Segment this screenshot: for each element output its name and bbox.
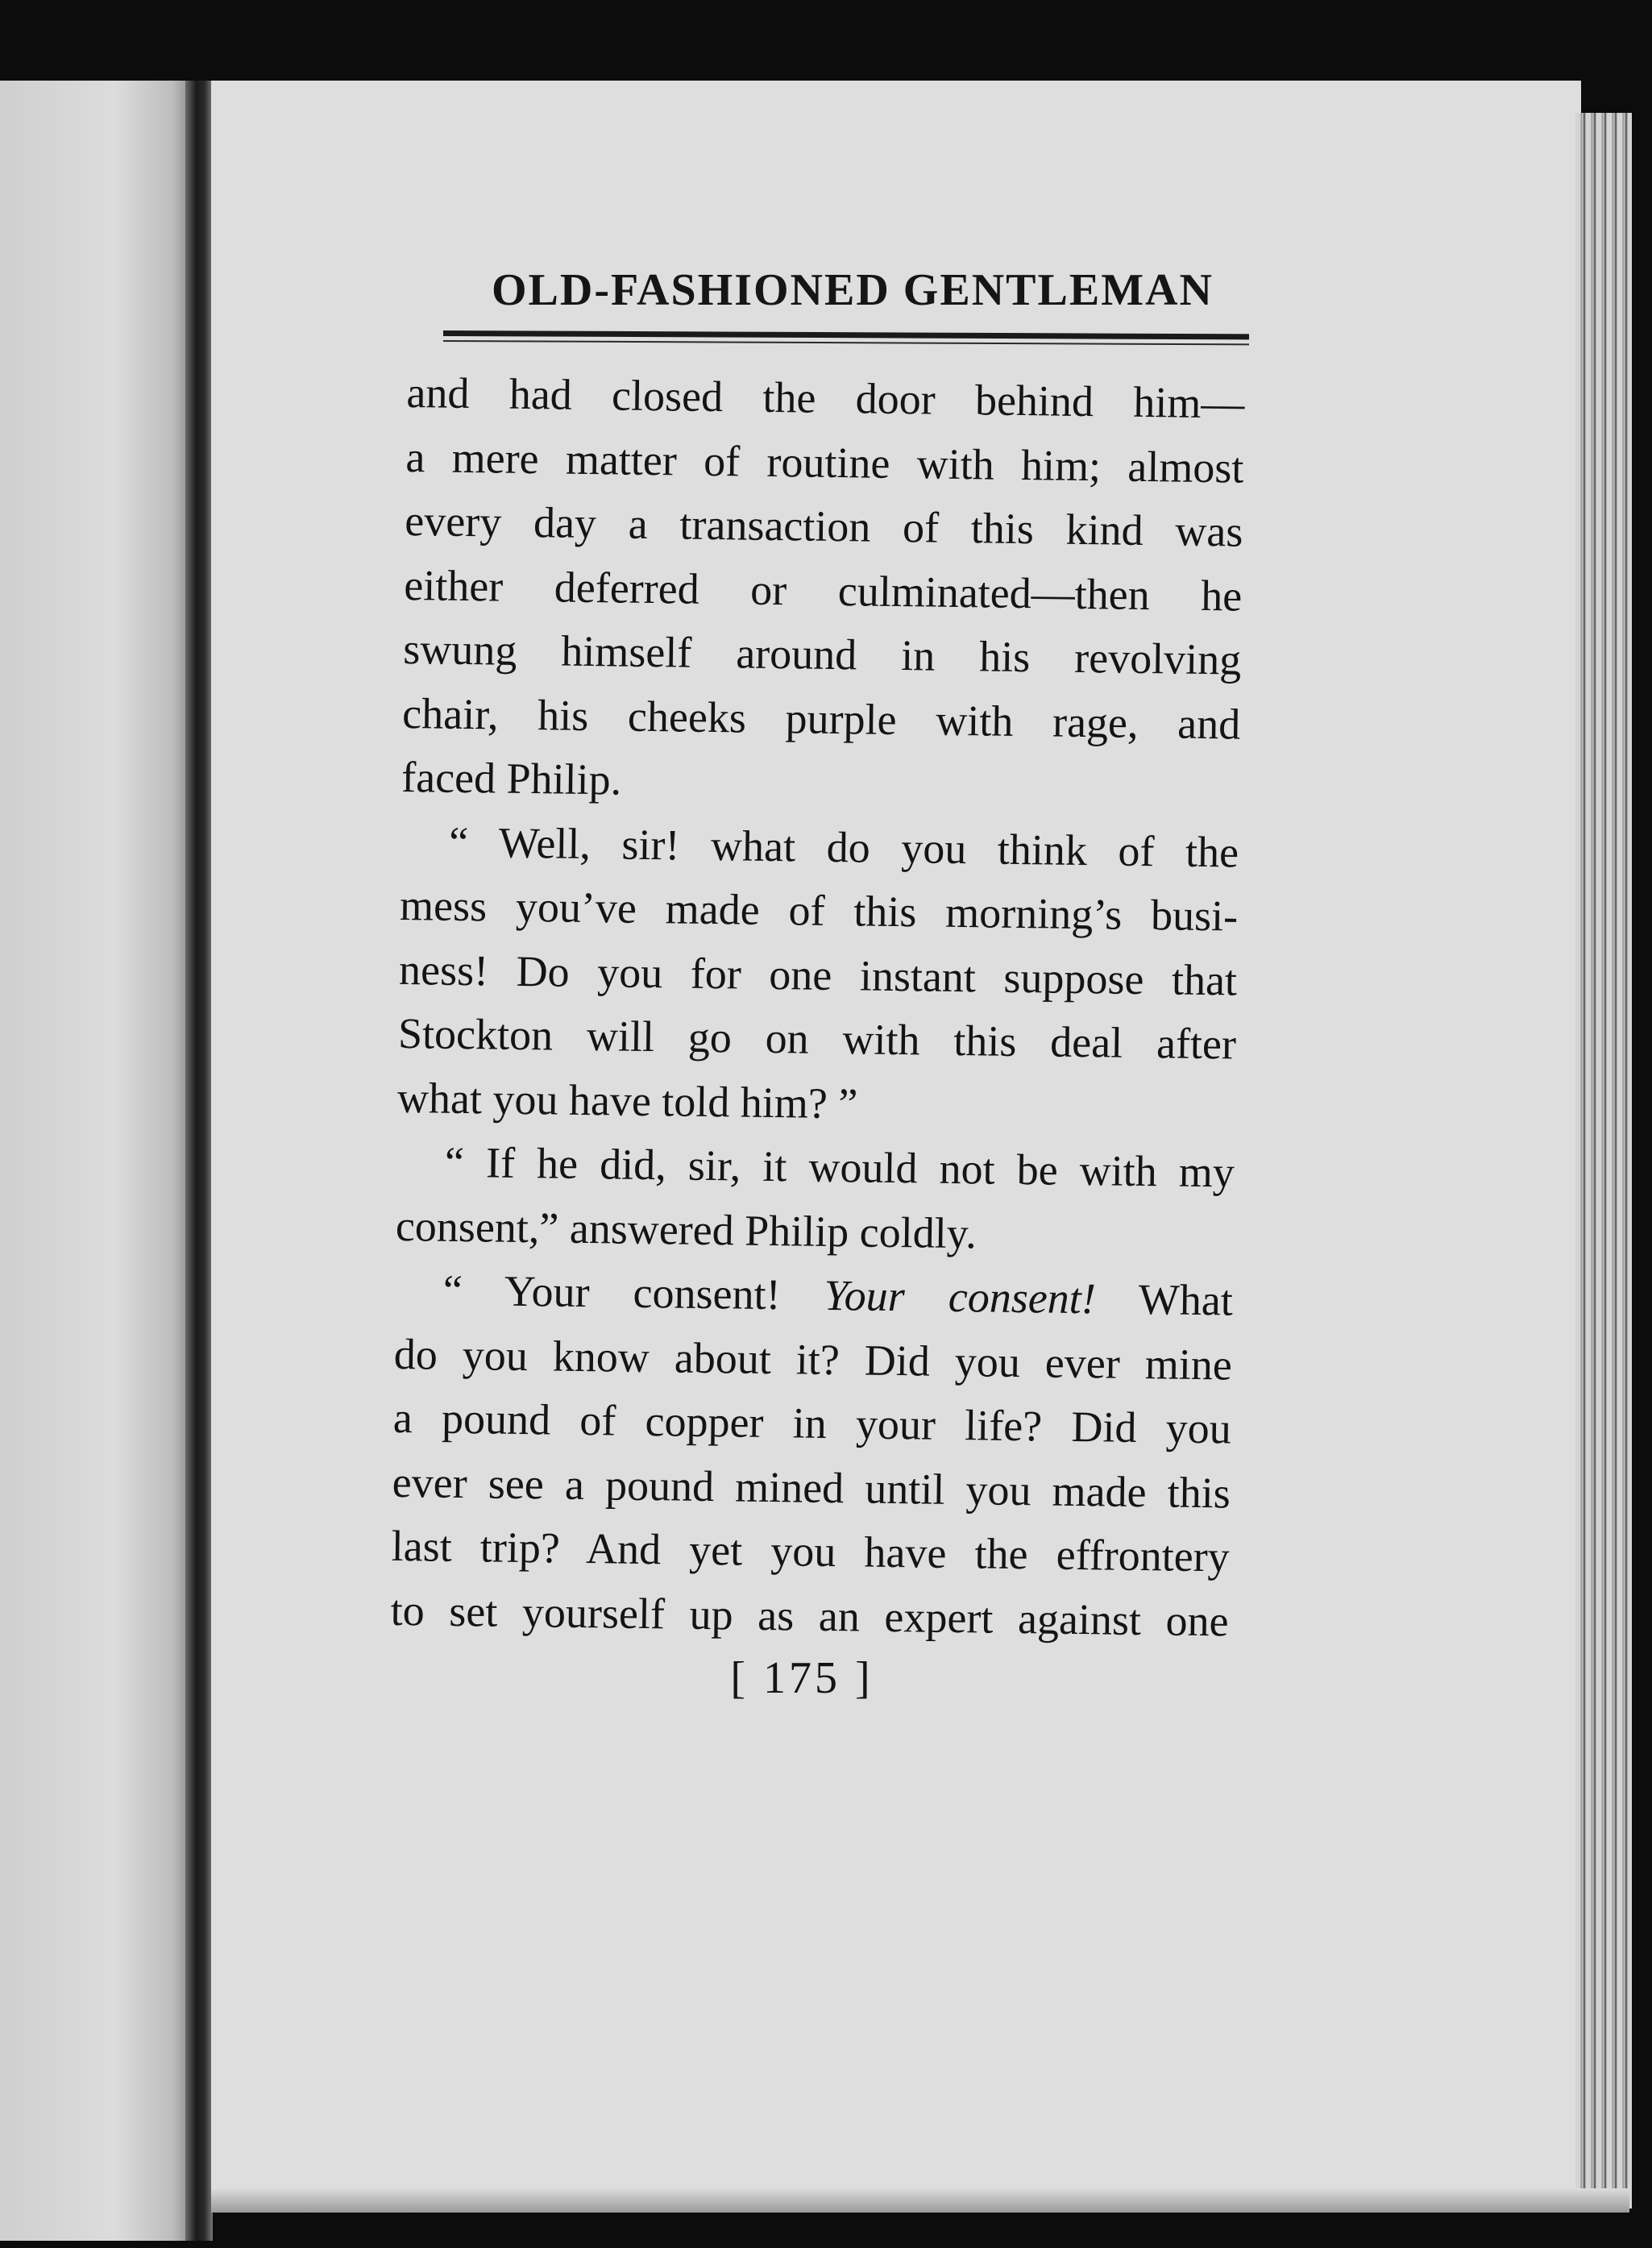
text-line-start: “ Your consent! xyxy=(442,1265,825,1319)
text-line: either deferred or culminated—then he xyxy=(403,560,1243,621)
text-line: to set yourself up as an expert against one xyxy=(390,1585,1230,1645)
book-gutter xyxy=(185,81,213,2241)
text-line: ness! Do you for one instant suppose that xyxy=(398,945,1238,1005)
facing-page xyxy=(0,81,192,2241)
text-line: mess you’ve made of this morning’s busi- xyxy=(399,880,1239,941)
page-number: [ 175 ] xyxy=(730,1653,874,1703)
text-line: and had closed the door behind him— xyxy=(406,368,1245,428)
text-line: consent,” answered Philip coldly. xyxy=(395,1201,978,1257)
text-line: a pound of copper in your life? Did you xyxy=(392,1393,1232,1453)
text-line: do you know about it? Did you ever mine xyxy=(393,1329,1233,1390)
text-line: chair, his cheeks purple with rage, and xyxy=(401,688,1241,749)
text-line: “ Well, sir! what do you think of the xyxy=(448,817,1239,877)
body-text xyxy=(390,361,1245,1653)
running-head: OLD-FASHIONED GENTLEMAN xyxy=(492,265,1214,315)
text-line: “ If he did, sir, it would not be with my xyxy=(444,1137,1235,1197)
text-line: a mere matter of routine with him; almost xyxy=(405,432,1244,492)
text-line-end: What xyxy=(1095,1274,1234,1325)
text-line: ever see a pound mined until you made this xyxy=(392,1457,1231,1517)
text-line: last trip? And yet you have the effrontery xyxy=(391,1521,1231,1581)
text-line: faced Philip. xyxy=(401,752,622,804)
text-line: every day a transaction of this kind was xyxy=(405,496,1243,556)
text-line: Stockton will go on with this deal after xyxy=(397,1008,1237,1069)
page-bottom-edge xyxy=(211,2188,1629,2213)
page-edges xyxy=(1575,113,1632,2209)
text-line xyxy=(394,1258,1233,1333)
text-line: swung himself around in his revolving xyxy=(402,624,1242,684)
italic-emphasis: Your consent! xyxy=(824,1270,1097,1323)
text-line: what you have told him? ” xyxy=(396,1073,858,1128)
